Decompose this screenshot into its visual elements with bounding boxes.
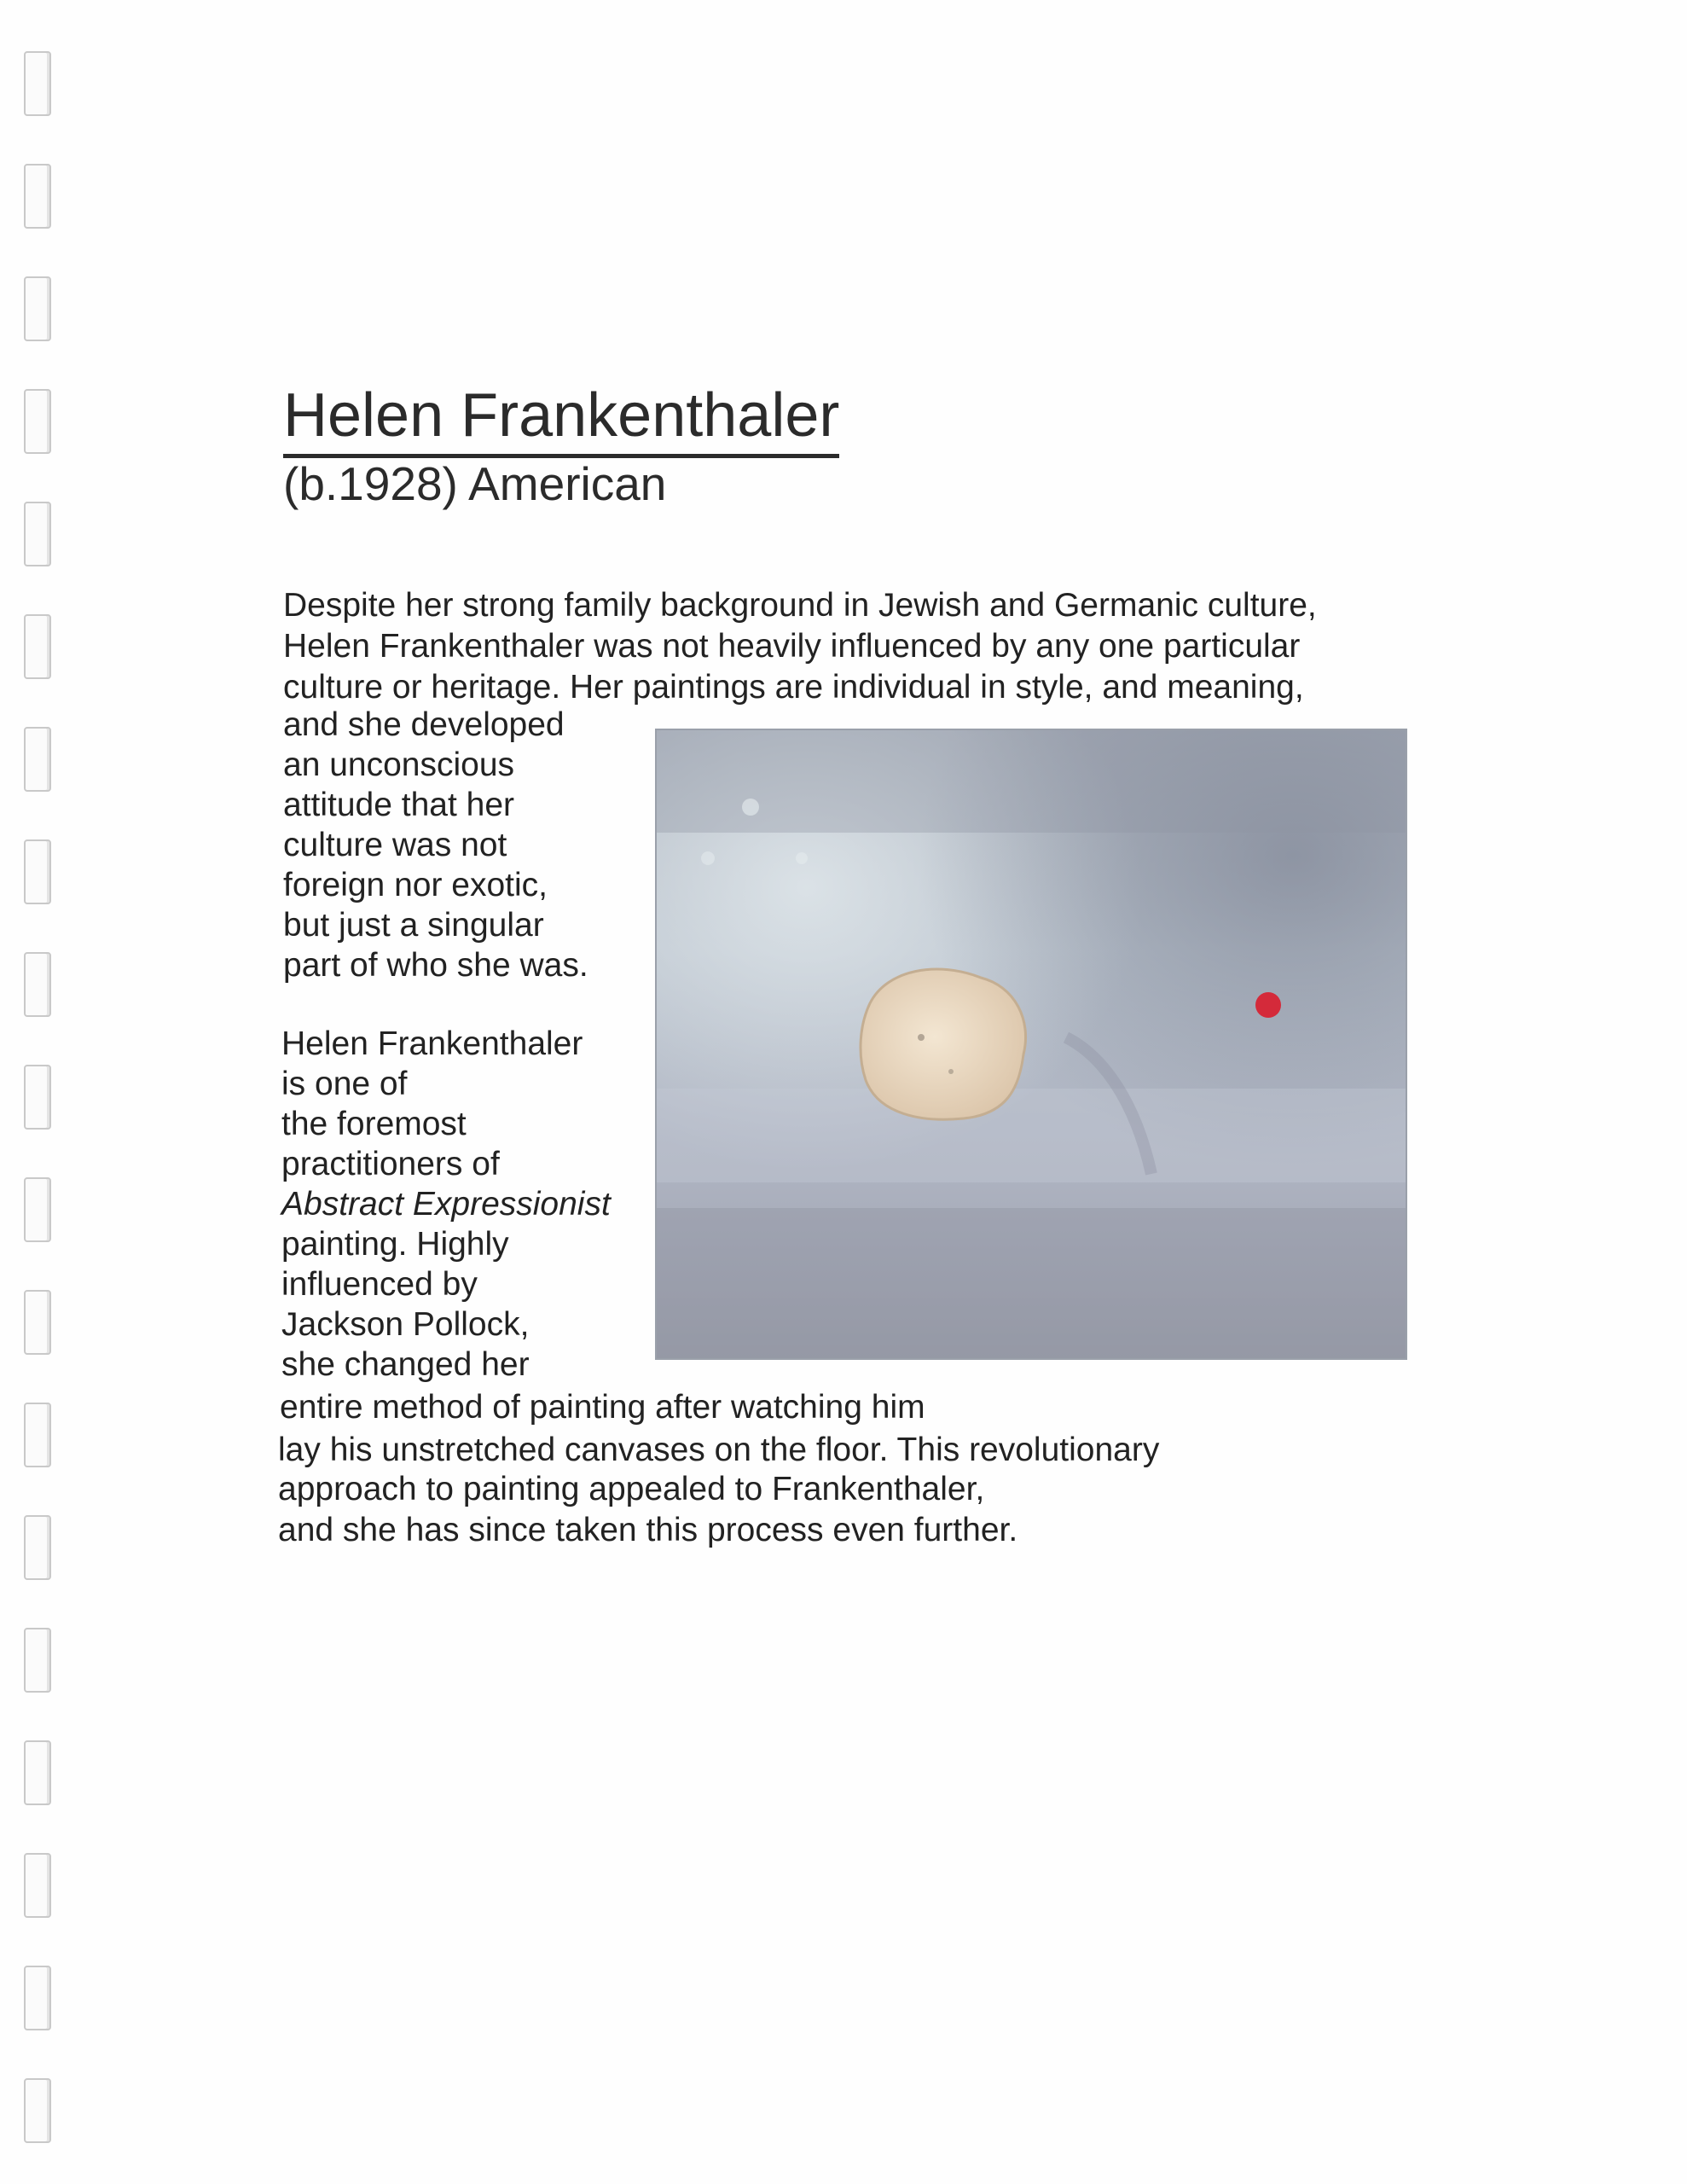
binder-hole [24,1740,51,1805]
paragraph-1-line: but just a singular [283,907,544,944]
binder-hole [24,727,51,792]
paragraph-2-line: entire method of painting after watching him [280,1389,925,1426]
binder-holes [24,0,58,2184]
binder-hole [24,1065,51,1130]
painting-red-dot [1255,992,1281,1018]
painting-artwork [657,730,1406,1358]
paragraph-2-line: lay his unstretched canvases on the floor. This revolutionary [278,1432,1160,1468]
paragraph-2-line: influenced by [281,1266,478,1303]
paragraph-1-line: and she developed [283,706,565,743]
paragraph-2-line: painting. Highly [281,1226,509,1263]
binder-hole [24,952,51,1017]
binder-hole [24,1290,51,1355]
binder-hole [24,276,51,341]
paragraph-2-line: is one of [281,1066,408,1102]
paragraph-2-line: she changed her [281,1346,530,1383]
paragraph-2-line: Helen Frankenthaler [281,1025,583,1062]
paragraph-1-line: attitude that her [283,787,515,823]
paragraph-2-line: practitioners of [281,1146,500,1182]
paragraph-1-line: an unconscious [283,746,515,783]
binder-hole [24,1966,51,2030]
binder-hole [24,2078,51,2143]
paragraph-2-line: the foremost [281,1106,467,1142]
paragraph-2-line: approach to painting appealed to Frankenthaler, [278,1471,985,1507]
paragraph-2-line-italic: Abstract Expressionist [281,1186,611,1223]
binder-hole [24,1177,51,1242]
binder-hole [24,1628,51,1693]
paragraph-1-line: part of who she was. [283,947,588,984]
binder-hole [24,839,51,904]
binder-hole [24,502,51,566]
binder-hole [24,1853,51,1918]
page-title: Helen Frankenthaler [283,377,839,458]
binder-hole [24,389,51,454]
paragraph-1-line: foreign nor exotic, [283,867,548,903]
paragraph-1-line: culture was not [283,827,507,863]
binder-hole [24,164,51,229]
paragraph-1-line: culture or heritage. Her paintings are individual in style, and meaning, [283,669,1304,706]
page-subtitle: (b.1928) American [283,457,667,510]
paragraph-1-line: Despite her strong family background in Jewish and Germanic culture, [283,587,1317,624]
painting-image [655,729,1407,1360]
binder-hole [24,614,51,679]
paragraph-2-line: and she has since taken this process even further. [278,1512,1018,1548]
binder-hole [24,51,51,116]
binder-hole [24,1515,51,1580]
binder-hole [24,1403,51,1467]
paragraph-1-line: Helen Frankenthaler was not heavily influenced by any one particular [283,628,1301,665]
paragraph-2-line: Jackson Pollock, [281,1306,530,1343]
painting-beige-shape [861,969,1026,1119]
